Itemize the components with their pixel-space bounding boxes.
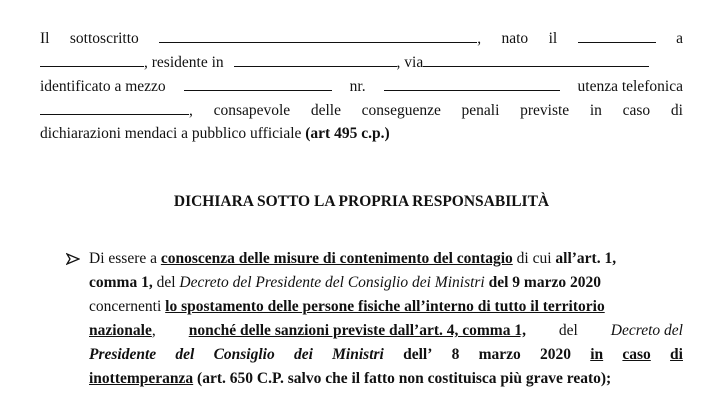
bullet-text: di cui xyxy=(516,250,552,267)
bullet-text: del xyxy=(558,322,578,339)
text-art-495: (art 495 c.p.) xyxy=(305,125,390,142)
bullet-text-bold: 2020 xyxy=(539,346,571,363)
bullet-text-bold: 8 xyxy=(451,346,460,363)
bullet-text-bold-italic: del xyxy=(175,346,195,363)
bullet-text-underlined: caso xyxy=(622,346,651,363)
address-street-field[interactable] xyxy=(423,50,649,67)
bullet-text-underlined: conoscenza delle misure di contenimento del contagio xyxy=(160,250,513,267)
bullet-text: del xyxy=(156,274,176,291)
text-utenza: utenza telefonica xyxy=(577,78,683,95)
form-line-5 xyxy=(40,122,683,146)
text-comma-2: , xyxy=(189,102,193,119)
text-dichiarazioni: dichiarazioni mendaci a pubblico ufficiale xyxy=(40,125,302,142)
bullet-text-bold-italic: dei xyxy=(293,346,313,363)
text-delle: delle xyxy=(310,102,341,119)
bullet-text-bold: marzo xyxy=(478,346,521,363)
bullet-text: concernenti xyxy=(89,298,162,315)
bullet-text-bold: del 9 marzo 2020 xyxy=(488,274,601,291)
bullet-text-underlined: nonché delle sanzioni previste dall’art. 4, comma 1, xyxy=(188,322,526,339)
declaration-heading: DICHIARA SOTTO LA PROPRIA RESPONSABILITÀ xyxy=(173,193,550,210)
bullet-text-bold-italic: Ministri xyxy=(332,346,384,363)
form-line-4 xyxy=(40,98,683,122)
bullet-text-bold-italic: Presidente xyxy=(89,346,157,363)
bullet-text-underlined: di xyxy=(670,346,683,363)
bullet-text: Di essere a xyxy=(89,250,157,267)
id-number-field[interactable] xyxy=(384,74,560,91)
text-previste: previste xyxy=(520,102,570,119)
text-residente-in: , residente in xyxy=(144,54,224,71)
text-di: di xyxy=(670,102,683,119)
text-via: , via xyxy=(396,54,424,71)
form-line-1 xyxy=(40,26,683,50)
id-document-field[interactable] xyxy=(184,74,332,91)
bullet-text-bold-italic: Consiglio xyxy=(213,346,275,363)
text-conseguenze: conseguenze xyxy=(361,102,441,119)
text-sottoscritto: sottoscritto xyxy=(69,30,139,47)
text-in: in xyxy=(589,102,602,119)
text-comma: , xyxy=(477,30,482,47)
bullet-line-4 xyxy=(89,319,683,343)
bullet-text-italic: Decreto del Presidente del Consiglio dei Ministri xyxy=(179,274,485,291)
name-field[interactable] xyxy=(159,26,477,43)
bullet-text-underlined: lo spostamento delle persone fisiche all’interno di tutto il territorio xyxy=(165,298,605,315)
text-nato: nato xyxy=(501,30,529,47)
bullet-text-underlined: nazionale xyxy=(89,322,152,339)
text-nr: nr. xyxy=(349,78,366,95)
text-caso: caso xyxy=(622,102,651,119)
text-il: Il xyxy=(40,30,50,47)
bullet-text-bold: all’art. 1, xyxy=(555,250,617,267)
bullet-line-6 xyxy=(89,367,683,391)
phone-field[interactable] xyxy=(40,98,189,115)
bullet-text: , xyxy=(151,322,156,339)
form-line-3 xyxy=(40,74,683,98)
form-line-2 xyxy=(40,50,683,74)
birth-date-field[interactable] xyxy=(578,26,656,43)
text-consapevole: consapevole xyxy=(213,102,291,119)
text-penali: penali xyxy=(461,102,500,119)
bullet-text-underlined: in xyxy=(590,346,604,363)
bullet-line-3 xyxy=(89,295,683,319)
birth-place-field[interactable] xyxy=(40,50,144,67)
residence-city-field[interactable] xyxy=(234,50,397,67)
arrow-bullet-icon xyxy=(66,252,80,266)
text-a: a xyxy=(676,30,683,47)
bullet-text-italic: Decreto del xyxy=(610,322,683,339)
bullet-line-2 xyxy=(89,271,683,295)
bullet-text-bold: comma 1, xyxy=(89,274,153,291)
bullet-line-1 xyxy=(89,247,683,271)
bullet-text-underlined: inottemperanza xyxy=(89,370,194,387)
text-il-2: il xyxy=(548,30,558,47)
text-identificato: identificato a mezzo xyxy=(40,78,166,95)
bullet-text-bold: dell’ xyxy=(403,346,433,363)
bullet-text-bold: (art. 650 C.P. salvo che il fatto non costituisca più grave reato); xyxy=(197,370,612,387)
bullet-line-5 xyxy=(89,343,683,367)
